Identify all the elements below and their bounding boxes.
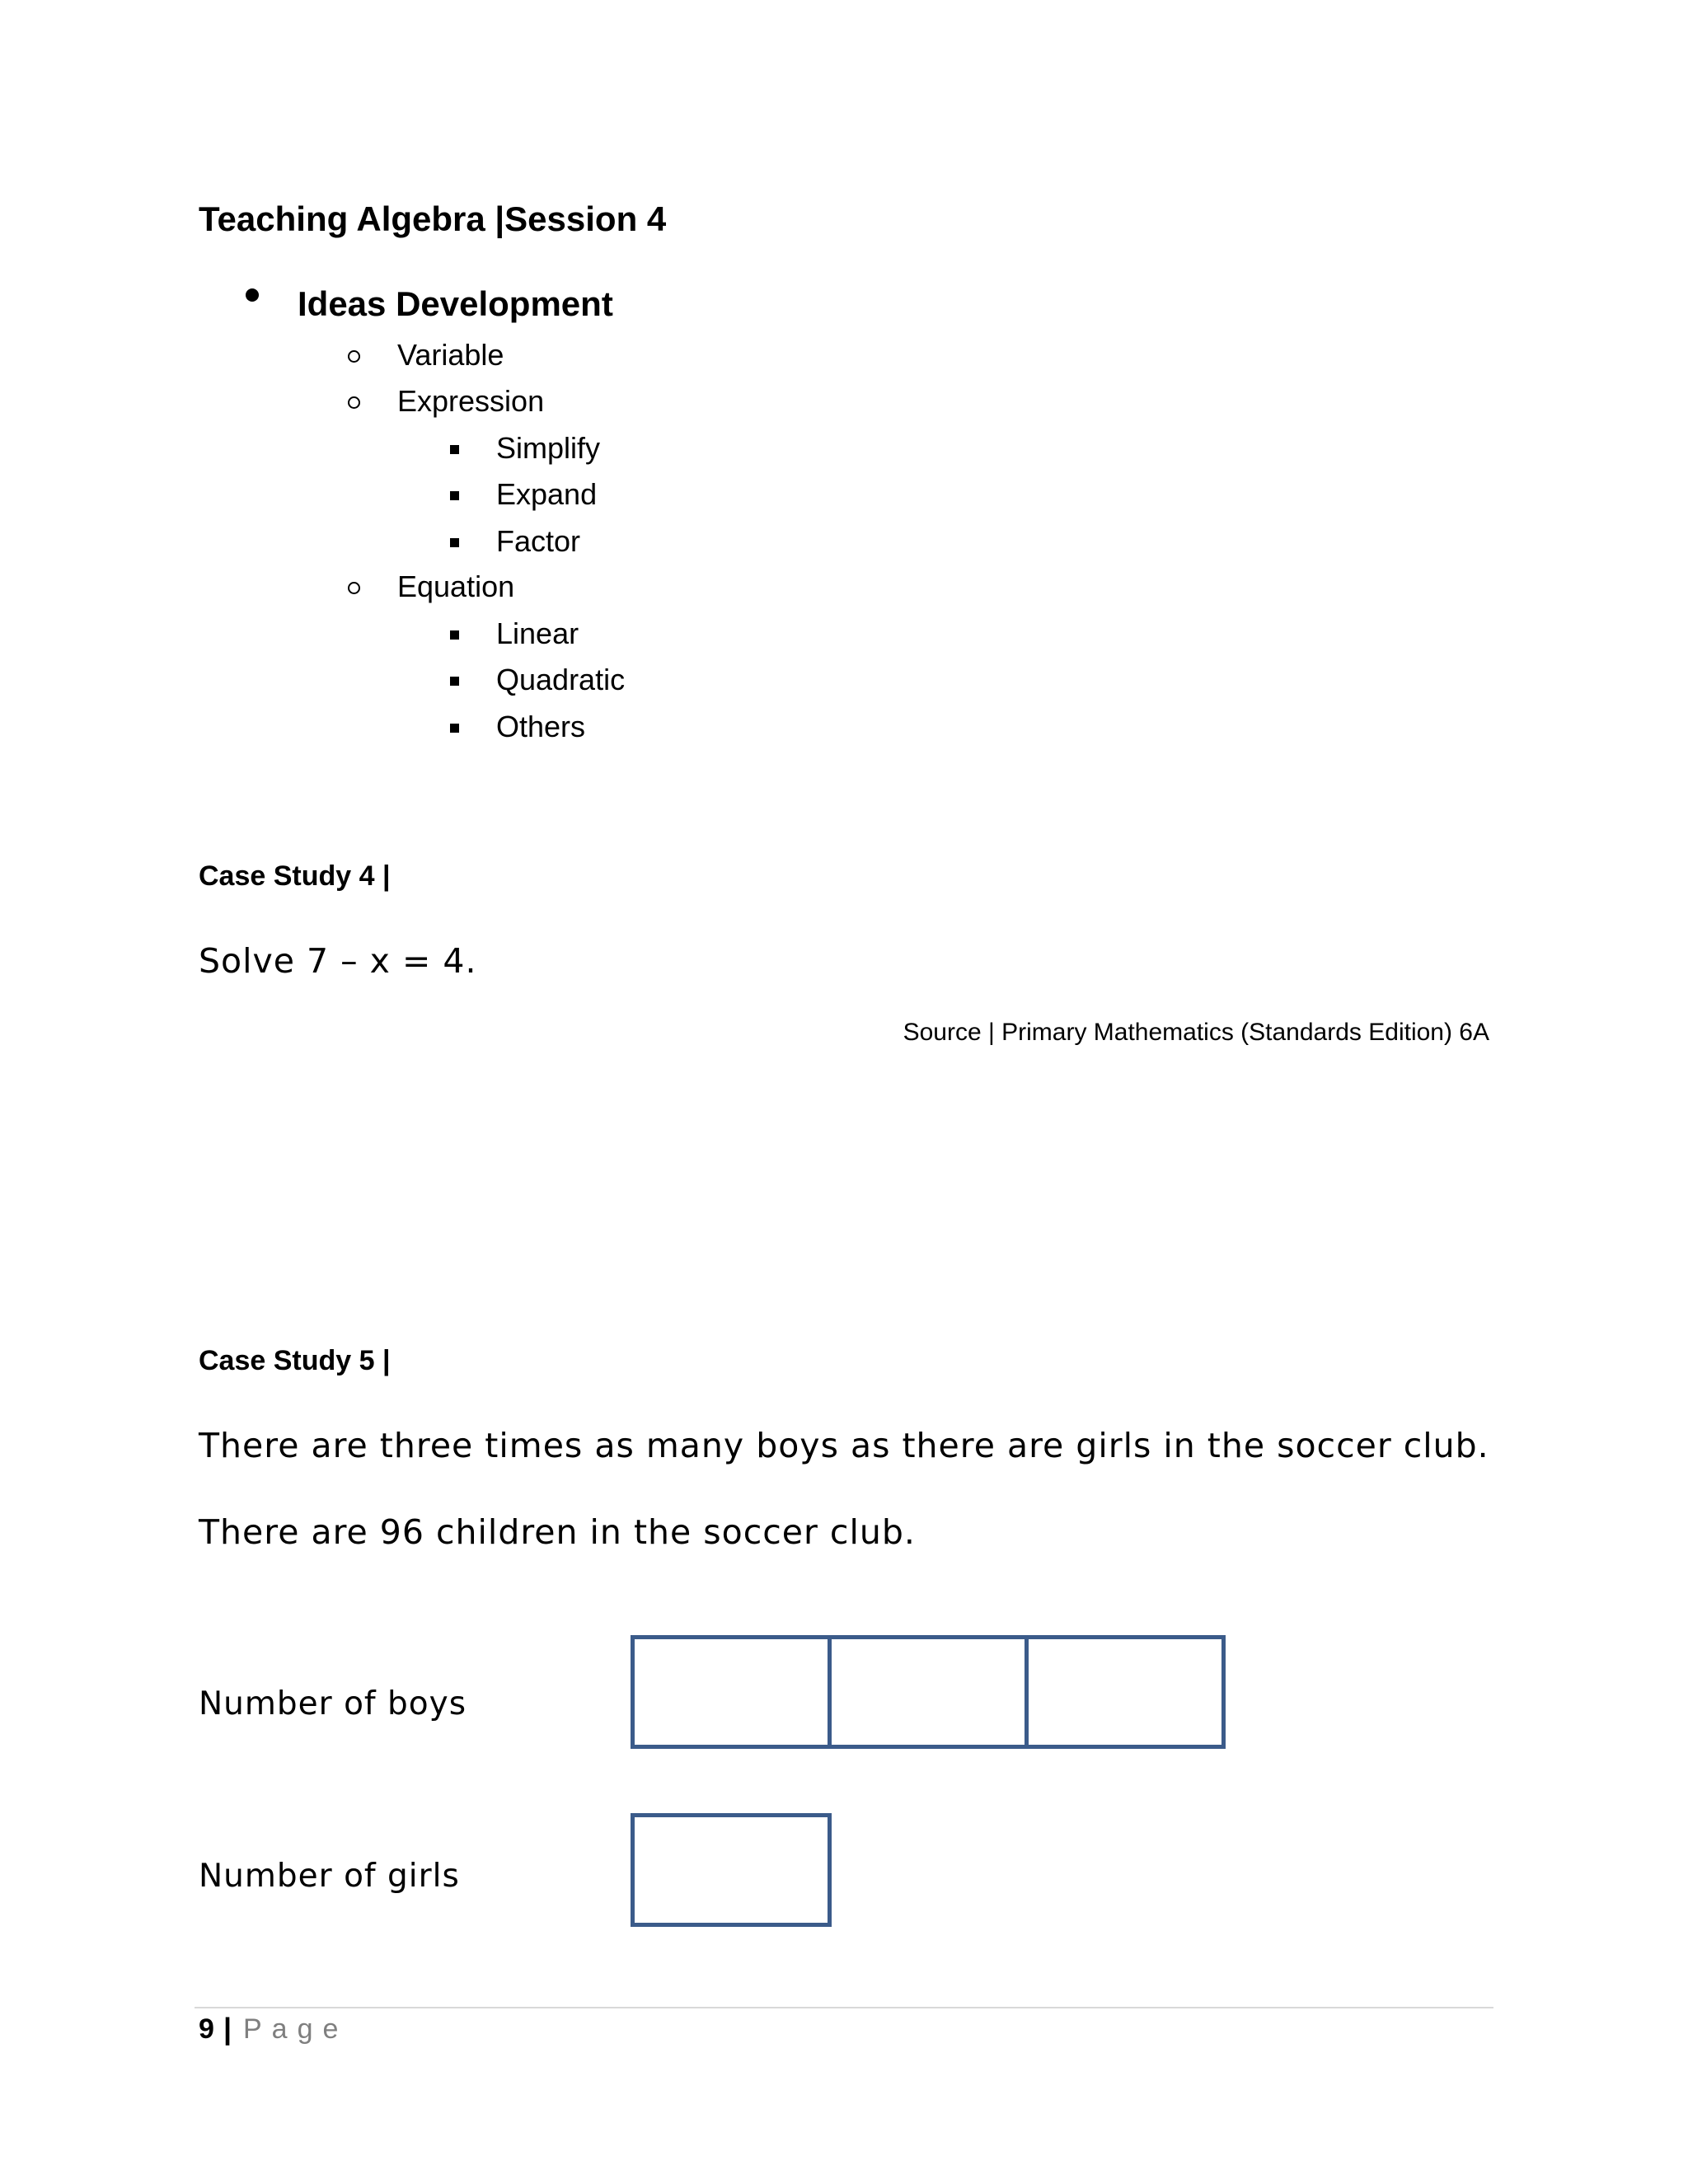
boys-label: Number of boys: [199, 1685, 467, 1722]
girls-label: Number of girls: [199, 1858, 460, 1895]
case-study-4-source: Source | Primary Mathematics (Standards Edition) 6A: [903, 1019, 1489, 1046]
boys-bar-unit-1: [635, 1639, 832, 1745]
page-number: 9: [199, 2013, 214, 2045]
bullet-square-icon: [450, 445, 459, 454]
bullet-circle-icon: [348, 350, 360, 363]
outline-subitem-expand: Expand: [496, 477, 598, 511]
bullet-square-icon: [450, 724, 459, 733]
case-study-5-statement-2: There are 96 children in the soccer club.: [199, 1512, 916, 1552]
case-study-5-title: Case Study 5 |: [199, 1345, 391, 1376]
girls-bar-model: [631, 1813, 832, 1927]
girls-bar-unit-1: [635, 1817, 828, 1923]
footer-divider: [195, 2007, 1493, 2008]
bullet-square-icon: [450, 677, 459, 686]
bullet-square-icon: [450, 538, 459, 547]
footer-separator: |: [223, 2012, 232, 2046]
outline-subitem-others: Others: [496, 710, 586, 743]
boys-bar-unit-3: [1029, 1639, 1221, 1745]
outline-subitem-factor: Factor: [496, 524, 581, 558]
outline-heading: Ideas Development: [298, 284, 613, 323]
document-title: Teaching Algebra |Session 4: [199, 199, 667, 238]
bullet-disc-icon: [246, 288, 259, 302]
outline-item-equation: Equation: [397, 569, 515, 603]
case-study-4-problem: Solve 7 – x = 4.: [199, 941, 477, 981]
outline-item-variable: Variable: [397, 338, 504, 372]
bullet-circle-icon: [348, 582, 360, 594]
boys-bar-model: [631, 1635, 1226, 1749]
bullet-square-icon: [450, 630, 459, 640]
bullet-square-icon: [450, 491, 459, 500]
outline-item-expression: Expression: [397, 384, 545, 418]
case-study-4-title: Case Study 4 |: [199, 860, 391, 892]
outline-subitem-linear: Linear: [496, 616, 579, 650]
outline-subitem-quadratic: Quadratic: [496, 663, 626, 696]
bullet-circle-icon: [348, 396, 360, 409]
case-study-5-statement-1: There are three times as many boys as there are girls in the soccer club.: [199, 1426, 1489, 1465]
outline-subitem-simplify: Simplify: [496, 431, 601, 465]
boys-bar-unit-2: [832, 1639, 1029, 1745]
page-label: Page: [243, 2013, 349, 2045]
